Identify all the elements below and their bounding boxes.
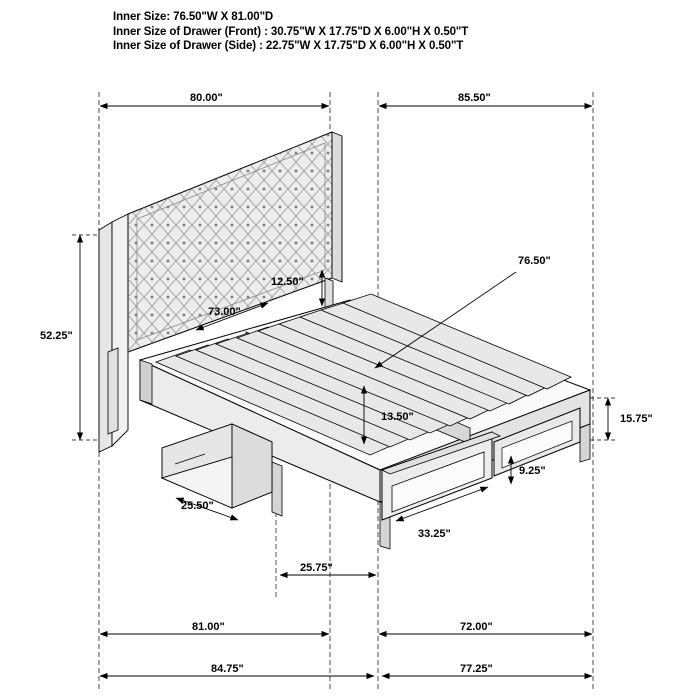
dim-label-bottom-right-inner: 72.00": [460, 621, 493, 633]
dim-15-75: [590, 398, 616, 440]
dim-label-front-drawer-width: 33.25": [418, 528, 451, 540]
spec-line-3: Inner Size of Drawer (Side) : 22.75"W X 17.75"D X 6.00"H X 0.50"T: [113, 40, 464, 52]
dim-label-side-rail-height: 15.75": [620, 413, 653, 425]
dim-label-headboard-gap: 12.50": [271, 276, 304, 288]
dim-label-bottom-left-inner: 81.00": [192, 621, 225, 633]
dim-label-top-left: 80.00": [190, 92, 223, 104]
side-drawer: [162, 424, 272, 508]
dim-label-bottom-left-outer: 84.75": [211, 663, 244, 675]
dim-label-headboard-width: 73.00": [208, 306, 241, 318]
dim-label-top-right: 85.50": [458, 92, 491, 104]
dim-label-bottom-right-outer: 77.25": [460, 663, 493, 675]
dim-label-side-drawer-width: 25.50": [181, 500, 214, 512]
dim-label-slat-area: 76.50": [518, 255, 551, 267]
spec-line-2: Inner Size of Drawer (Front) : 30.75"W X 17.75"D X 6.00"H X 0.50"T: [113, 25, 469, 38]
dim-label-headboard-height: 52.25": [40, 330, 73, 342]
dim-label-drawer-front-height: 9.25": [519, 465, 546, 477]
dim-label-drawer-offset: 25.75": [300, 562, 333, 574]
dim-52-25: [72, 235, 99, 440]
dim-label-slat-spacing: 13.50": [381, 411, 414, 423]
spec-line-1: Inner Size: 76.50"W X 81.00"D: [113, 11, 274, 23]
